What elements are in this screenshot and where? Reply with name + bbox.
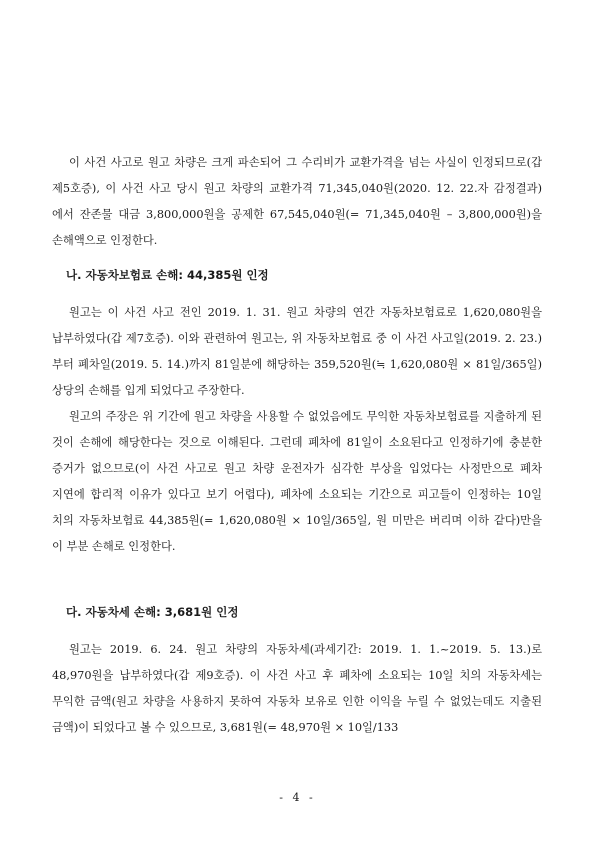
paragraph-insurance-judgment: 원고의 주장은 위 기간에 원고 차량을 사용할 수 없었음에도 무익한 자동차보험료를 지출하게 된 것이 손해에 해당한다는 것으로 이해된다. 그런데 폐차에 81일이 소요된다고 인정하기에 충분한 증거가 없으므로(이 사건 사고로 원고 차량 운전자가 심각한 부상을 입었다는 사정만으로 폐차 지연에 합리적 이유가 있다고 보기 어렵다), 폐차에 소요되는 기간으로 피고들이 인정하는 10일 치의 자동차보험료 44,385원(= 1,620,080원 × 10일/365일, 원 미만은 버리며 이하 같다)만을 이 부분 손해로 인정한다. bbox=[52, 410, 542, 553]
paragraph-vehicle-tax: 원고는 2019. 6. 24. 원고 차량의 자동차세(과세기간: 2019. 1. 1.~2019. 5. 13.)로 48,970원을 납부하였다(갑 제9호증). 이 사건 사고 후 폐차에 소요되는 10일 치의 자동차세는 무익한 금액(원고 차량을 사용하지 못하여 자동차 보유로 인한 이익을 누릴 수 없었는데도 지출된 금액)이 되었다고 볼 수 있으므로, 3,681원(= 48,970원 × 10일/133 bbox=[52, 643, 542, 734]
heading-insurance-damage: 나. 자동차보험료 손해: 44,385원 인정 bbox=[66, 268, 269, 282]
paragraph-insurance-claim: 원고는 이 사건 사고 전인 2019. 1. 31. 원고 차량의 연간 자동차보험료로 1,620,080원을 납부하였다(갑 제7호증). 이와 관련하여 원고는, 위 자동차보험료 중 이 사건 사고일(2019. 2. 23.)부터 폐차일(2019. 5. 14.)까지 81일분에 해당하는 359,520원(≒ 1,620,080원 × 81일/365일) 상당의 손해를 입게 되었다고 주장한다. bbox=[52, 306, 542, 397]
heading-vehicle-tax-damage: 다. 자동차세 손해: 3,681원 인정 bbox=[66, 605, 239, 619]
page-number: - 4 - bbox=[279, 791, 316, 804]
paragraph-exchange-value: 이 사건 사고로 원고 차량은 크게 파손되어 그 수리비가 교환가격을 넘는 사실이 인정되므로(갑 제5호증), 이 사건 사고 당시 원고 차량의 교환가격 71,345,040원(2020. 12. 22.자 감정결과)에서 잔존물 대금 3,800,000원을 공제한 67,545,040원(= 71,345,040원 – 3,800,000원)을 손해액으로 인정한다. bbox=[52, 156, 542, 247]
